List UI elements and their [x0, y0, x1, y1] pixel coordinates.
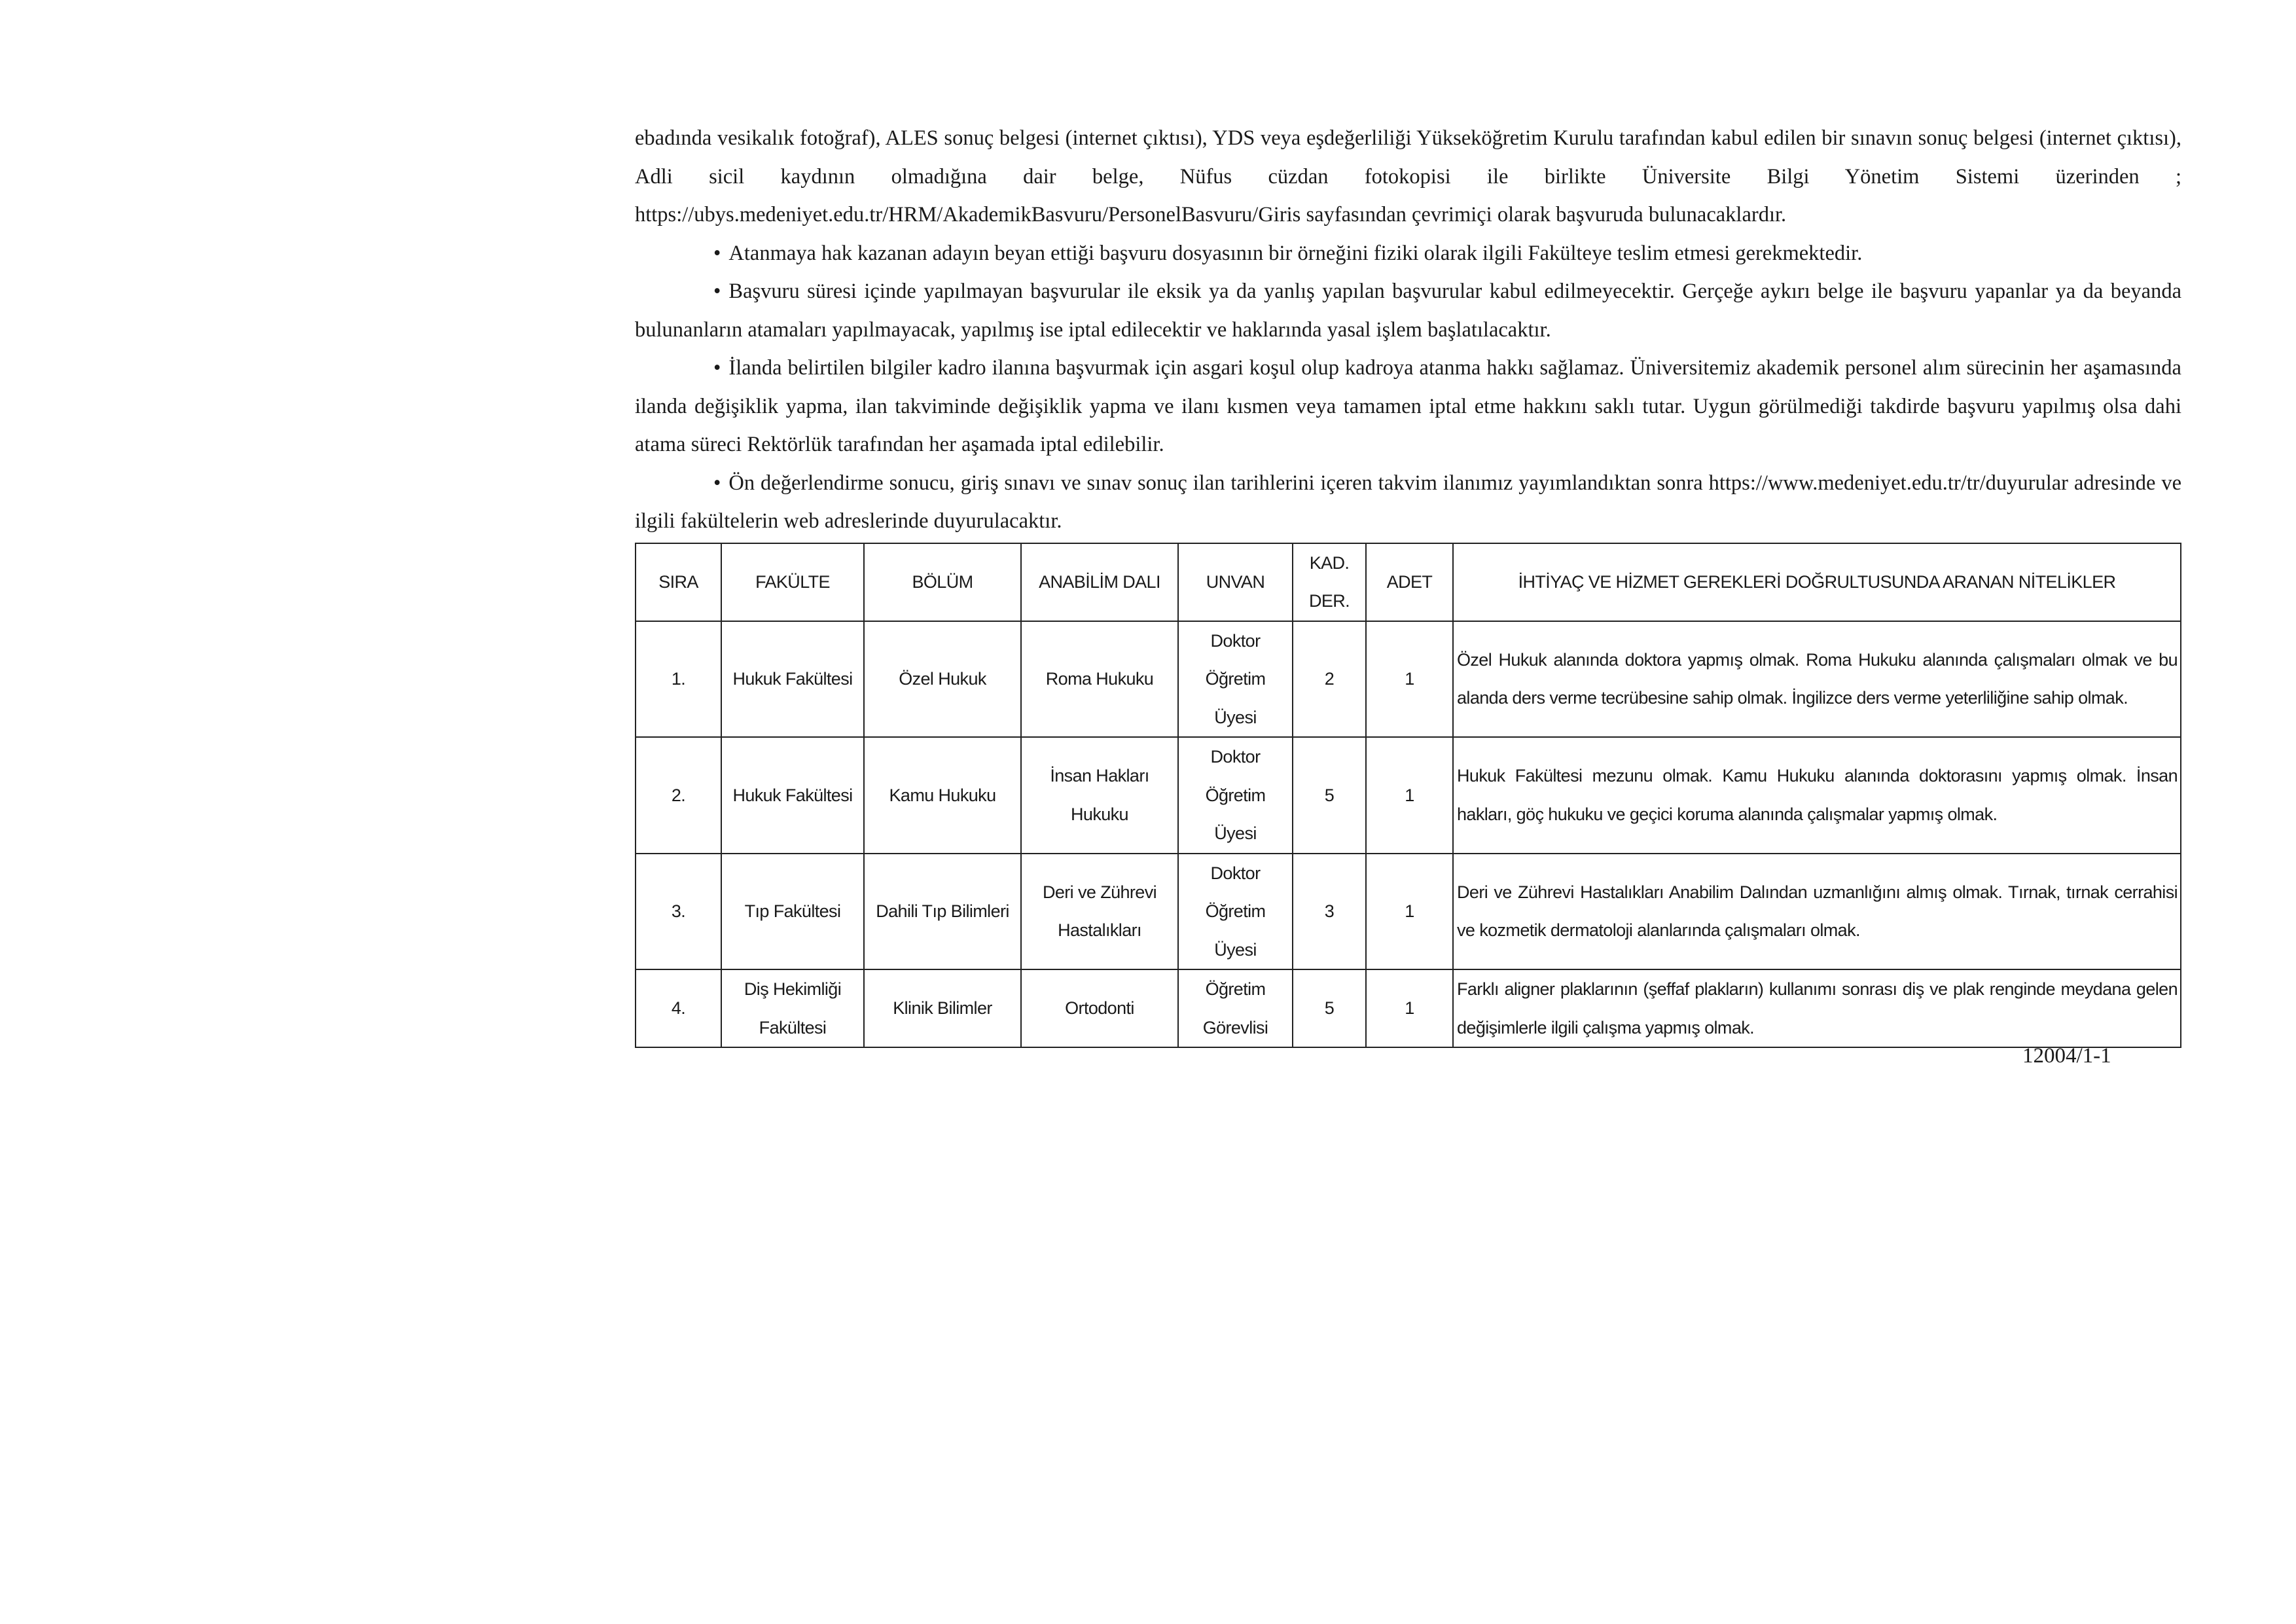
document-body: [635, 119, 2181, 1048]
cell-nitelikler: Özel Hukuk alanında doktora yapmış olmak. Roma Hukuku alanında çalışmaları olmak ve bu alanda ders verme tecrübesine sahip olmak. İngilizce ders verme yeterliliğine sahip olmak.: [1453, 621, 2181, 738]
bullet-paragraph: • Başvuru süresi içinde yapılmayan başvurular ile eksik ya da yanlış yapılan başvurular kabul edilmeyecektir. Gerçeğe aykırı belge ile başvuru yapanlar ya da beyanda bulunanların atamaları yapılmayacak, yapılmış ise iptal edilecektir ve haklarında yasal işlem başlatılacaktır.: [635, 280, 2181, 342]
bullet-paragraph: • Ön değerlendirme sonucu, giriş sınavı ve sınav sonuç ilan tarihlerini içeren takvim ilanımız yayımlandıktan sonra https://www.medeniyet.edu.tr/tr/duyurular adresinde ve ilgili fakültelerin web adreslerinde duyurulacaktır.: [635, 471, 2181, 533]
bullet-paragraph: • Atanmaya hak kazanan adayın beyan ettiği başvuru dosyasının bir örneğini fiziki olarak ilgili Fakülteye teslim etmesi gerekmektedir.: [713, 241, 1863, 265]
paragraph: ebadında vesikalık fotoğraf), ALES sonuç belgesi (internet çıktısı), YDS veya eşdeğerliliği Yükseköğretim Kurulu tarafından kabul edilen bir sınavın sonuç belgesi (internet çıktısı), Adli sicil kaydının olmadığına dair belge, Nüfus cüzdan fotokopisi ile birlikte Üniversite Bilgi Yönetim Sistemi üzerinden ; https://ubys.medeniyet.edu.tr/HRM/AkademikBasvuru/PersonelBasvuru/Giris sayfasından çevrimiçi olarak başvuruda bulunacaklardır.: [635, 126, 2181, 226]
header-kadro-derecesi: KAD. DER.: [1293, 543, 1366, 621]
cell-unvan: Doktor Öğretim Üyesi: [1178, 621, 1293, 738]
cell-fakulte: Hukuk Fakültesi: [721, 621, 864, 738]
cell-fakulte: Tıp Fakültesi: [721, 854, 864, 970]
cell-adet: 1: [1366, 969, 1453, 1047]
cell-nitelikler: Deri ve Zührevi Hastalıkları Anabilim Dalından uzmanlığını almış olmak. Tırnak, tırnak cerrahisi ve kozmetik dermatoloji alanlarında çalışmaları olmak.: [1453, 854, 2181, 970]
header-nitelikler: İHTİYAÇ VE HİZMET GEREKLERİ DOĞRULTUSUNDA ARANAN NİTELİKLER: [1453, 543, 2181, 621]
header-fakulte: FAKÜLTE: [721, 543, 864, 621]
cell-kadro-derecesi: 3: [1293, 854, 1366, 970]
cell-adet: 1: [1366, 621, 1453, 738]
header-bolum: BÖLÜM: [864, 543, 1021, 621]
cell-adet: 1: [1366, 737, 1453, 854]
page-number: 12004/1-1: [2022, 1044, 2111, 1068]
cell-anabilim-dali: İnsan Hakları Hukuku: [1021, 737, 1178, 854]
bullet-icon: •: [713, 471, 721, 495]
cell-anabilim-dali: Roma Hukuku: [1021, 621, 1178, 738]
cell-nitelikler: Farklı aligner plaklarının (şeffaf plakların) kullanımı sonrası diş ve plak renginde meydana gelen değişimlerle ilgili çalışma yapmış olmak.: [1453, 969, 2181, 1047]
table-row: [636, 621, 2181, 738]
cell-unvan: Doktor Öğretim Üyesi: [1178, 854, 1293, 970]
cell-unvan: Öğretim Görevlisi: [1178, 969, 1293, 1047]
cell-fakulte: Diş Hekimliği Fakültesi: [721, 969, 864, 1047]
cell-kadro-derecesi: 2: [1293, 621, 1366, 738]
cell-sira: 4.: [636, 969, 721, 1047]
cell-kadro-derecesi: 5: [1293, 737, 1366, 854]
positions-table: [635, 543, 2181, 1049]
table-header-row: [636, 543, 2181, 621]
cell-bolum: Özel Hukuk: [864, 621, 1021, 738]
cell-bolum: Kamu Hukuku: [864, 737, 1021, 854]
header-unvan: UNVAN: [1178, 543, 1293, 621]
cell-sira: 2.: [636, 737, 721, 854]
cell-unvan: Doktor Öğretim Üyesi: [1178, 737, 1293, 854]
cell-sira: 1.: [636, 621, 721, 738]
bullet-icon: •: [713, 241, 721, 265]
bullet-paragraph: • İlanda belirtilen bilgiler kadro ilanına başvurmak için asgari koşul olup kadroya atanma hakkı sağlamaz. Üniversitemiz akademik personel alım sürecinin her aşamasında ilanda değişiklik yapma, ilan takviminde değişiklik yapma ve ilanı kısmen veya tamamen iptal etme hakkını saklı tutar. Uygun görülmediği takdirde başvuru yapılmış olsa dahi atama süreci Rektörlük tarafından her aşamada iptal edilebilir.: [635, 356, 2181, 456]
header-anabilim-dali: ANABİLİM DALI: [1021, 543, 1178, 621]
cell-sira: 3.: [636, 854, 721, 970]
bullet-icon: •: [713, 280, 721, 303]
cell-bolum: Dahili Tıp Bilimleri: [864, 854, 1021, 970]
cell-anabilim-dali: Deri ve Zührevi Hastalıkları: [1021, 854, 1178, 970]
table-row: [636, 854, 2181, 970]
bullet-icon: •: [713, 356, 721, 380]
cell-fakulte: Hukuk Fakültesi: [721, 737, 864, 854]
cell-anabilim-dali: Ortodonti: [1021, 969, 1178, 1047]
cell-adet: 1: [1366, 854, 1453, 970]
cell-bolum: Klinik Bilimler: [864, 969, 1021, 1047]
header-sira: SIRA: [636, 543, 721, 621]
table-row: [636, 737, 2181, 854]
cell-nitelikler: Hukuk Fakültesi mezunu olmak. Kamu Hukuku alanında doktorasını yapmış olmak. İnsan hakları, göç hukuku ve geçici koruma alanında çalışmalar yapmış olmak.: [1453, 737, 2181, 854]
cell-kadro-derecesi: 5: [1293, 969, 1366, 1047]
table-row: [636, 969, 2181, 1047]
header-adet: ADET: [1366, 543, 1453, 621]
